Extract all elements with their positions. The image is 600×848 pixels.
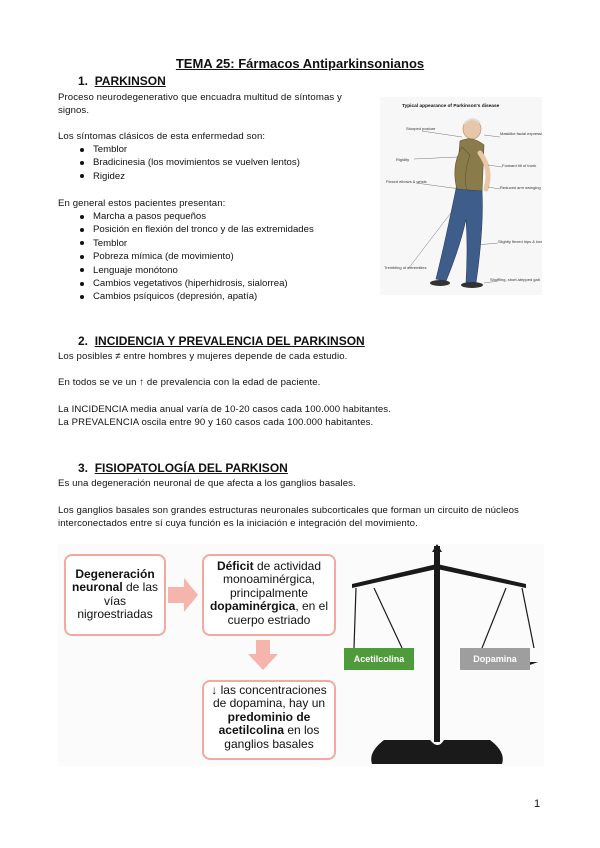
box-bold-text: Déficit xyxy=(216,559,254,573)
figure-label: Reduced arm swinging xyxy=(500,185,541,190)
list-item: Pobreza mímica (de movimiento) xyxy=(58,250,314,263)
s2-paragraph-1: Los posibles ≠ entre hombres y mujeres depende de cada estudio. xyxy=(58,351,348,362)
dopamine-label: Dopamina xyxy=(460,648,530,670)
page-number: 1 xyxy=(534,798,541,810)
figure-label: Stooped posture xyxy=(406,126,436,131)
figure-label: Shuffling, short-stepped gait xyxy=(490,277,540,282)
list-item: Posición en flexión del tronco y de las extremidades xyxy=(58,223,314,236)
s2-paragraph-3: La INCIDENCIA media anual varía de 10-20 casos cada 100.000 habitantes. xyxy=(58,404,391,415)
box-text: ↓ las concentraciones de dopamina, hay un xyxy=(211,683,327,711)
list-item: Rigidez xyxy=(58,170,300,183)
figure-label: Flexed elbows & wrists xyxy=(386,179,427,184)
parkinson-appearance-figure xyxy=(380,97,542,295)
patient-signs-list xyxy=(58,210,314,304)
figure-label: Trembling of extremities xyxy=(384,265,427,270)
s2-paragraph-2: En todos se ve un ↑ de prevalencia con la edad de paciente. xyxy=(58,377,321,388)
list-item: Cambios psíquicos (depresión, apatía) xyxy=(58,290,314,303)
s3-paragraph-2b: interconectados entre sí cuya función es la iniciación e integración del movimiento. xyxy=(58,518,418,529)
box-bold-text: Degeneración neuronal xyxy=(71,567,155,595)
list-item: Cambios vegetativos (hiperhidrosis, sialorrea) xyxy=(58,277,314,290)
list-item: Lenguaje monótono xyxy=(58,264,314,277)
s3-paragraph-2a: Los ganglios basales son grandes estructuras neuronales subcorticales que forman un circuito de núcleos xyxy=(58,505,519,516)
figure-label: Forward tilt of trunk xyxy=(502,163,537,168)
list-item: Temblor xyxy=(58,237,314,250)
figure-title: Typical appearance of Parkinson's disease xyxy=(402,104,500,109)
section-2-title: INCIDENCIA Y PREVALENCIA DEL PARKINSON xyxy=(94,334,365,348)
section-1-number: 1. xyxy=(78,74,89,88)
box-text: de actividad monoaminérgica, principalmente xyxy=(222,559,322,600)
arrow-down-icon xyxy=(248,640,278,670)
s1-paragraph-1b: signos. xyxy=(58,105,90,116)
box-text: en los ganglios basales xyxy=(224,723,320,751)
s2-paragraph-4: La PREVALENCIA oscila entre 90 y 160 casos cada 100.000 habitantes. xyxy=(58,417,374,428)
pathophysiology-diagram xyxy=(58,544,544,766)
s3-paragraph-1: Es una degeneración neuronal de que afecta a los ganglios basales. xyxy=(58,478,356,489)
box-bold-text: dopaminérgica xyxy=(209,599,296,614)
section-3-number: 3. xyxy=(78,461,89,475)
figure-label: Rigidity xyxy=(396,157,410,162)
section-2-number: 2. xyxy=(78,334,89,348)
list-item: Temblor xyxy=(58,143,300,156)
list-item: Bradicinesia (los movimientos se vuelven lentos) xyxy=(58,156,300,169)
acetylcholine-label: Acetilcolina xyxy=(344,648,414,670)
s1-paragraph-1a: Proceso neurodegenerativo que encuadra multitud de síntomas y xyxy=(58,92,342,103)
deficit-box xyxy=(202,554,336,636)
degeneration-box xyxy=(64,554,166,636)
s1-paragraph-3: En general estos pacientes presentan: xyxy=(58,198,226,209)
section-2-heading xyxy=(78,334,365,348)
symptoms-list xyxy=(58,143,300,183)
section-1-heading xyxy=(78,74,166,88)
box-text: de las vías nigroestriadas xyxy=(77,580,159,622)
section-1-title: PARKINSON xyxy=(94,74,166,88)
figure-label: Slightly flexed hips & knees xyxy=(498,239,542,244)
list-item: Marcha a pasos pequeños xyxy=(58,210,314,223)
section-3-title: FISIOPATOLOGÍA DEL PARKISON xyxy=(94,461,288,475)
box-bold-text: predominio de acetilcolina xyxy=(218,709,311,738)
arrow-right-icon xyxy=(168,578,198,612)
s1-paragraph-2: Los síntomas clásicos de esta enfermedad son: xyxy=(58,131,266,142)
box-text: , en el cuerpo estriado xyxy=(227,599,329,627)
page-title: TEMA 25: Fármacos Antiparkinsonianos xyxy=(175,56,425,71)
section-3-heading xyxy=(78,461,288,475)
acetylcholine-box xyxy=(202,680,336,760)
figure-label: Masklike facial expression xyxy=(500,131,542,136)
